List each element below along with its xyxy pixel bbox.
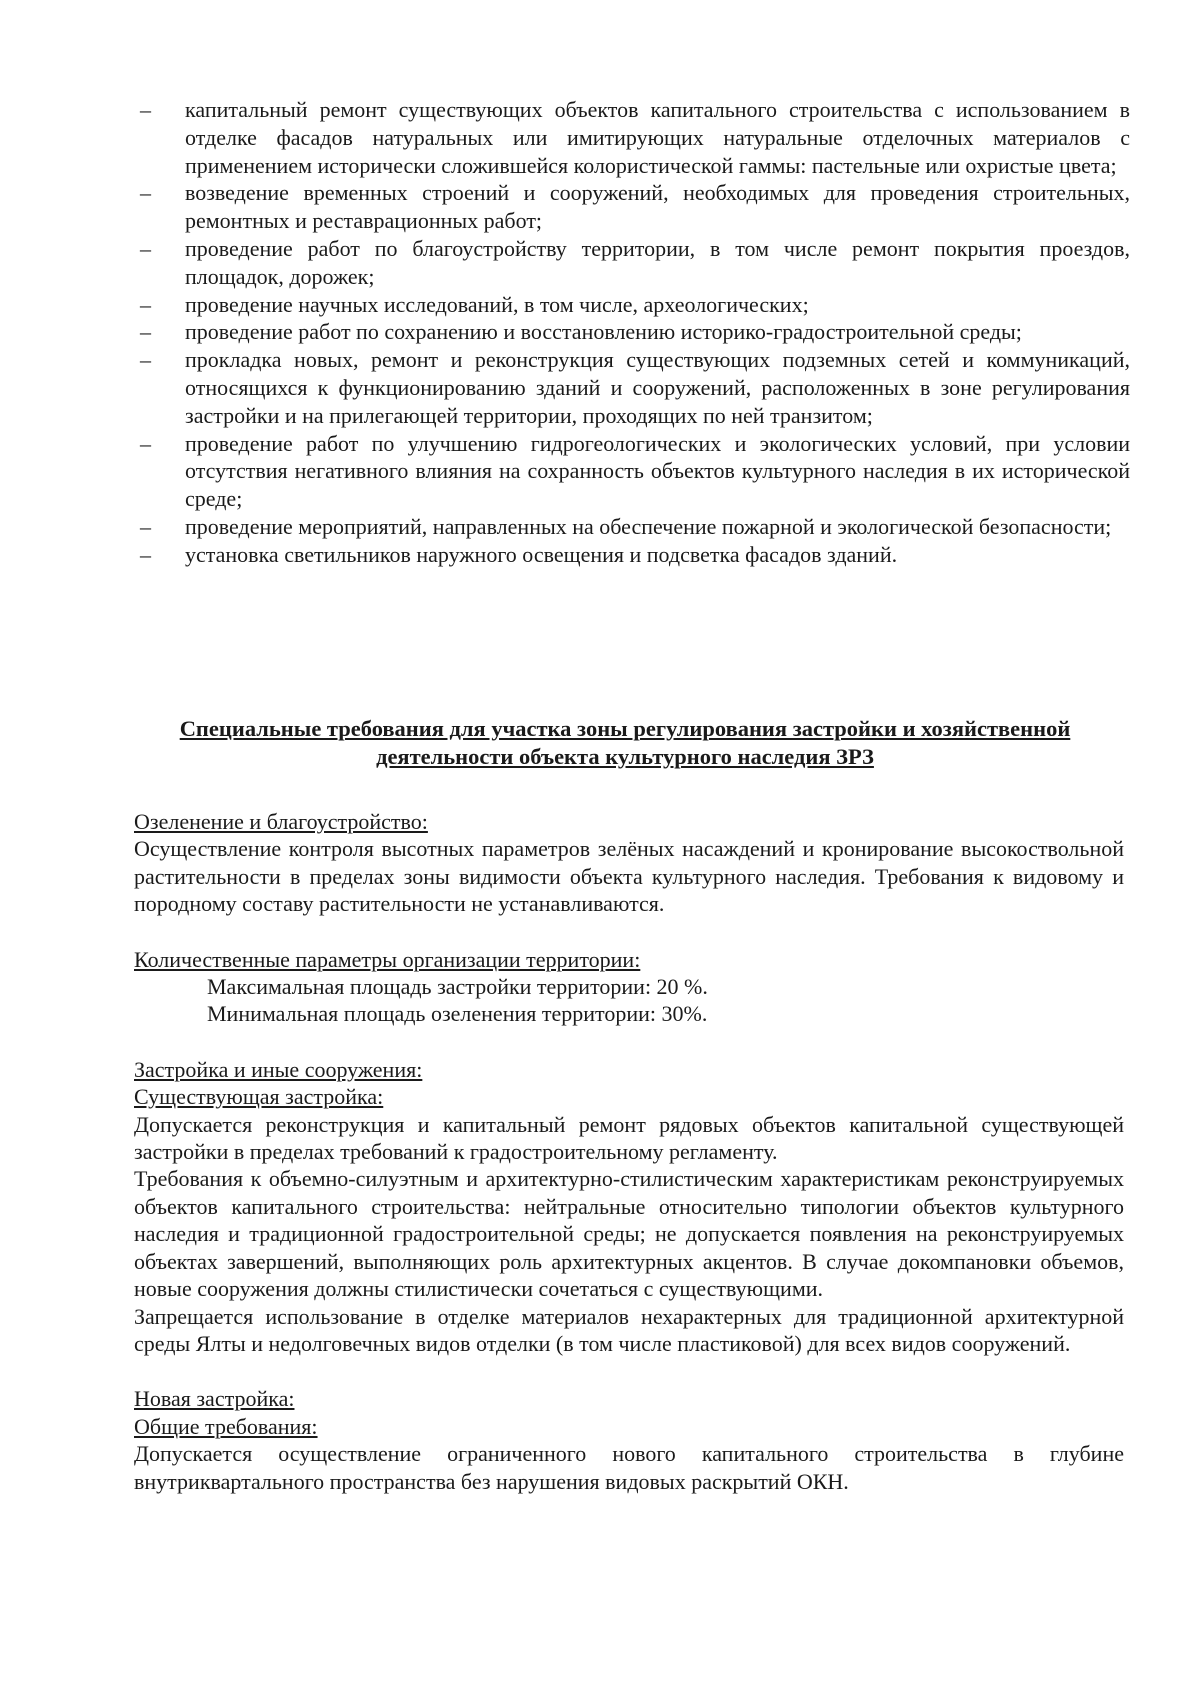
general-requirements-heading: Общие требования: xyxy=(134,1413,318,1439)
bullet-dash: – xyxy=(140,513,151,539)
list-item: – проведение работ по улучшению гидрогеологических и экологических условий, при условии отсутствия негативного влияния на сохранность объектов культурного наследия в их исторической среде; xyxy=(140,430,1130,512)
existing-paragraph-1: Допускается реконструкция и капитальный ремонт рядовых объектов капитальной существующей застройки в пределах требований к градостроительному регламенту. xyxy=(134,1111,1124,1165)
existing-paragraph-3: Запрещается использование в отделке материалов нехарактерных для традиционной архитектурной среды Ялты и недолговечных видов отделки (в том числе пластиковой) для всех видов сооружений. xyxy=(134,1303,1124,1356)
list-item: – возведение временных строений и сооружений, необходимых для проведения строительных, ремонтных и реставрационных работ; xyxy=(140,180,1130,234)
quantitative-heading: Количественные параметры организации территории: xyxy=(134,946,641,972)
list-item: – проведение мероприятий, направленных на обеспечение пожарной и экологической безопасности; xyxy=(140,513,1112,539)
section-body xyxy=(134,808,1124,1495)
list-item: – проведение работ по сохранению и восстановлению историко-градостроительной среды; xyxy=(140,319,1022,345)
list-item: – проведение научных исследований, в том числе, археологических; xyxy=(140,291,809,317)
existing-building-heading: Существующая застройка: xyxy=(134,1084,384,1110)
bullet-dash: – xyxy=(140,541,151,567)
bullet-dash: – xyxy=(140,347,151,373)
list-item: – установка светильников наружного освещения и подсветка фасадов зданий. xyxy=(140,541,898,567)
bullet-dash: – xyxy=(140,319,151,345)
min-green-area: Минимальная площадь озеленения территории: 30%. xyxy=(207,1001,708,1027)
new-building-text: Допускается осуществление ограниченного нового капитального строительства в глубине внутриквартального пространства без нарушения видовых раскрытий ОКН. xyxy=(134,1441,1124,1494)
section-heading xyxy=(120,715,1130,771)
bullet-dash: – xyxy=(140,180,151,206)
bullet-dash: – xyxy=(140,291,151,317)
permitted-works-list xyxy=(140,96,1130,569)
list-item: – проведение работ по благоустройству территории, в том числе ремонт покрытия проездов, площадок, дорожек; xyxy=(140,235,1130,289)
greening-text: Осуществление контроля высотных параметров зелёных насаждений и кронирование высокоствольной растительности в пределах зоны видимости объекта культурного наследия. Требования к видовому и породному составу растительности не устанавливаются. xyxy=(134,836,1124,917)
bullet-dash: – xyxy=(140,430,151,456)
list-item: – прокладка новых, ремонт и реконструкция существующих подземных сетей и коммуникаций, относящихся к функционированию зданий и сооружений, расположенных в зоне регулирования застройки и на прилегающей территории, проходящих по ней транзитом; xyxy=(140,347,1130,428)
section-heading-line2: деятельности объекта культурного наследия ЗРЗ xyxy=(376,744,874,769)
existing-paragraph-2: Требования к объемно-силуэтным и архитектурно-стилистическим характеристикам реконструируемых объектов капитального строительства: нейтральные относительно типологии объектов культурного наследия и традиционной градостроительной среды; не допускается появления на реконструируемых объектах завершений, выполняющих роль архитектурных акцентов. В случае докомпановки объемов, новые сооружения должны стилистически сочетаться с существующими. xyxy=(134,1166,1124,1302)
bullet-dash: – xyxy=(140,235,151,261)
list-item: – капитальный ремонт существующих объектов капитального строительства с использованием в отделке фасадов натуральных или имитирующих натуральные отделочных материалов с применением исторически сложившейся колористической гаммы: пастельные или охристые цвета; xyxy=(140,97,1130,178)
bullet-dash: – xyxy=(140,97,151,122)
section-heading-line1: Специальные требования для участка зоны регулирования застройки и хозяйственной xyxy=(179,716,1071,741)
max-build-area: Максимальная площадь застройки территории: 20 %. xyxy=(207,974,708,1000)
building-heading: Застройка и иные сооружения: xyxy=(134,1056,423,1082)
greening-heading: Озеленение и благоустройство: xyxy=(134,809,428,834)
new-building-heading: Новая застройка: xyxy=(134,1386,295,1412)
